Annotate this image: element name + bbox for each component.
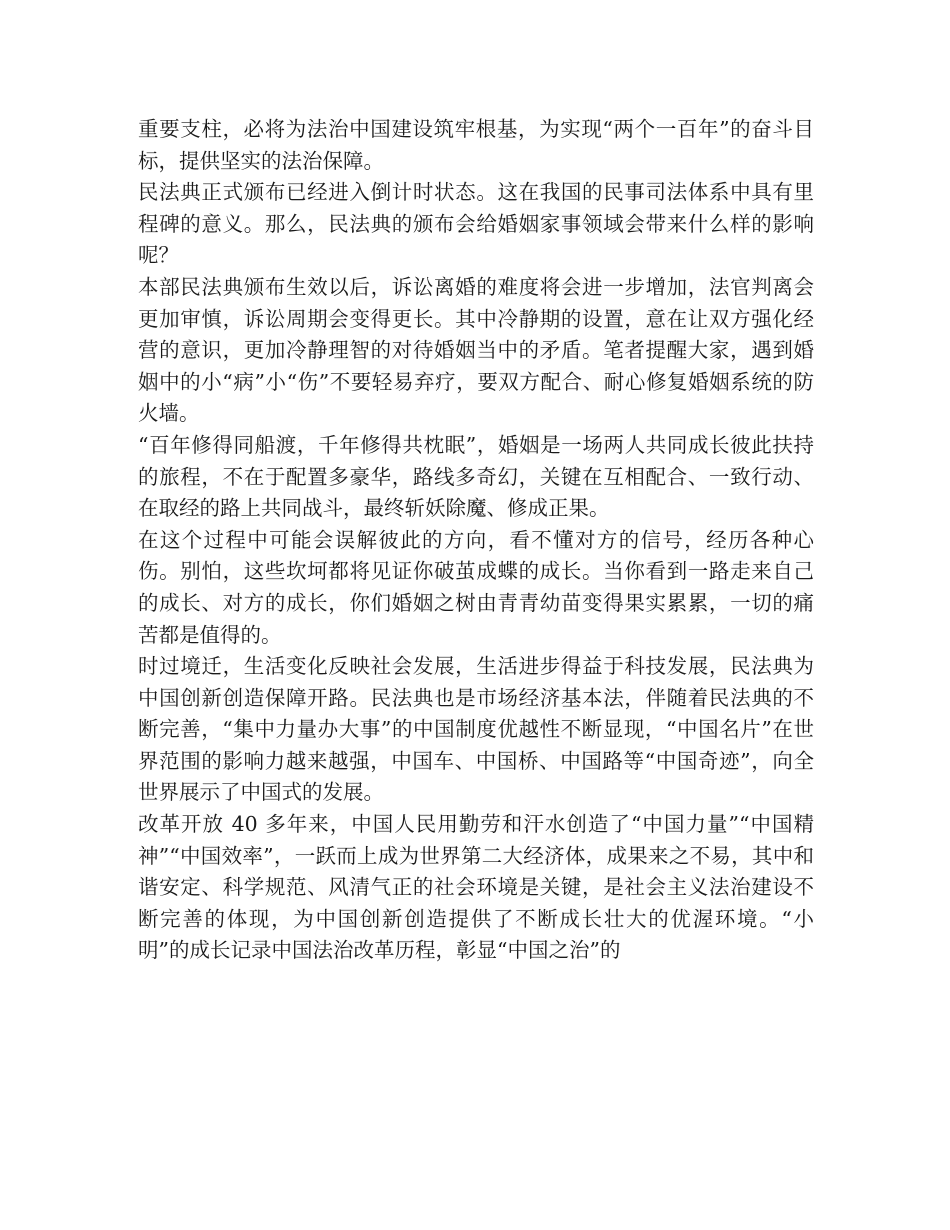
paragraph-5: 在这个过程中可能会误解彼此的方向，看不懂对方的信号，经历各种心伤。别怕，这些坎坷都将见证你破茧成蝶的成长。当你看到一路走来自己的成长、对方的成长，你们婚姻之树由青青幼苗变得果实累累，一切的痛苦都是值得的。 [138,527,814,647]
paragraph-6: 时过境迁，生活变化反映社会发展，生活进步得益于科技发展，民法典为中国创新创造保障开路。民法典也是市场经济基本法，伴随着民法典的不断完善，“集中力量办大事”的中国制度优越性不断显现，“中国名片”在世界范围的影响力越来越强，中国车、中国桥、中国路等“中国奇迹”，向全世界展示了中国式的发展。 [138,654,814,805]
paragraph-2: 民法典正式颁布已经进入倒计时状态。这在我国的民事司法体系中具有里程碑的意义。那么，民法典的颁布会给婚姻家事领域会带来什么样的影响呢？ [138,180,814,268]
document-body [138,114,814,967]
paragraph-3: 本部民法典颁布生效以后，诉讼离婚的难度将会进一步增加，法官判离会更加审慎，诉讼周期会变得更长。其中冷静期的设置，意在让双方强化经营的意识，更加冷静理智的对待婚姻当中的矛盾。笔者提醒大家，遇到婚姻中的小“病”小“伤”不要轻易弃疗，要双方配合、耐心修复婚姻系统的防火墙。 [138,274,814,426]
paragraph-7: 改革开放 40 多年来，中国人民用勤劳和汗水创造了“中国力量”“中国精神”“中国效率”，一跃而上成为世界第二大经济体，成果来之不易，其中和谐安定、科学规范、风清气正的社会环境是关键，是社会主义法治建设不断完善的体现，为中国创新创造提供了不断成长壮大的优渥环境。“小明”的成长记录中国法治改革历程，彰显“中国之治”的 [138,812,814,963]
paragraph-4: “百年修得同船渡，千年修得共枕眠”，婚姻是一场两人共同成长彼此扶持的旅程，不在于配置多豪华，路线多奇幻，关键在互相配合、一致行动、在取经的路上共同战斗，最终斩妖除魔、修成正果。 [138,432,814,521]
paragraph-1: 重要支柱，必将为法治中国建设筑牢根基，为实现“两个一百年”的奋斗目标，提供坚实的法治保障。 [138,117,814,173]
